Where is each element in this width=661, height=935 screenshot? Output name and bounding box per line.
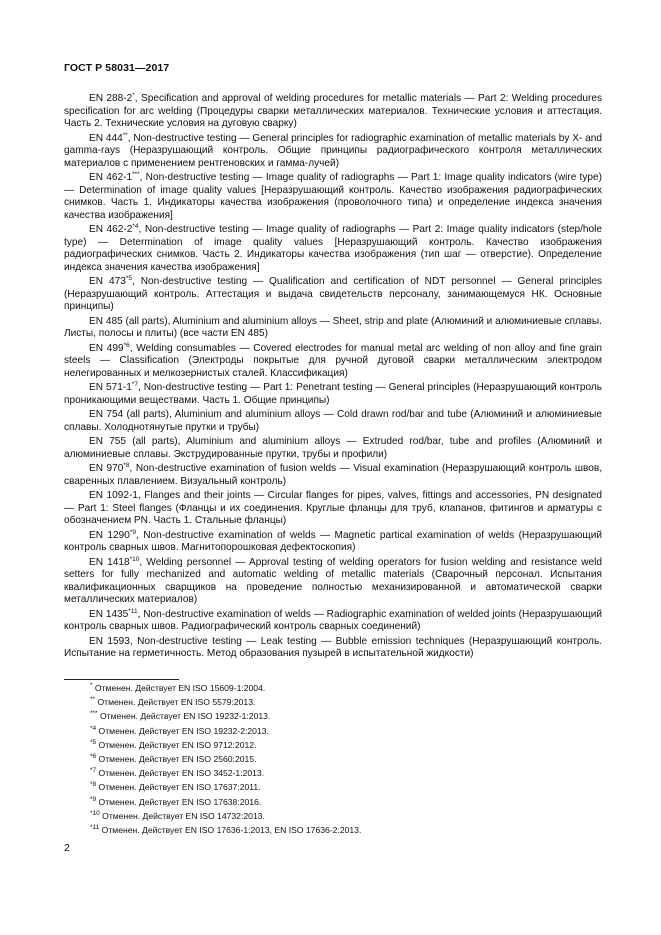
reference-code: EN 462-1 [89,172,133,183]
footnote-mark: *11 [90,824,100,832]
reference-text: , Non-destructive examination of welds — Magnetic partical examination of welds (Неразрушающий контроль сварных швов. Магнитопорошковая дефектоскопия) [64,529,602,553]
reference-code: EN 1092-1 [89,490,138,501]
reference-item [64,463,602,488]
document-header: ГОСТ Р 58031—2017 [64,62,170,74]
references-list [64,93,602,663]
reference-item [64,343,602,381]
reference-code: EN 485 (all parts) [89,315,168,327]
reference-item [64,557,602,607]
footnote-mark: *8 [90,781,97,789]
footnote-mark[interactable]: *6 [123,341,130,349]
reference-code: EN 754 (all parts) [89,409,170,420]
footnote-mark[interactable]: *10 [129,555,140,563]
footnote-mark[interactable]: *8 [123,462,130,469]
footnote-mark[interactable]: *5 [125,275,132,282]
footnote-text: Отменен. Действует EN ISO 15609-1:2004. [92,683,266,693]
reference-item [64,93,602,131]
footnote-item [90,752,361,766]
footnote-text: Отменен. Действует EN ISO 3452-1:2013. [96,768,265,779]
reference-item [64,436,602,461]
reference-item [64,530,602,555]
footnote-item [90,695,361,709]
footnote-mark[interactable]: *4 [132,223,139,230]
reference-code: EN 1418 [89,556,130,568]
reference-text: , Specification and approval of welding procedures for metallic materials — Part 2: Welding procedures specification for arc welding (Процедуры сварки металлических материалов. Технические условия и аттестация. Часть 2. Технические условия на дуговую сварку) [64,93,602,129]
reference-text: , Non-destructive testing — Image quality of radiographs — Part 1: Image quality indicators (wire type) — Determination of image quality values [Неразрушающий контроль. Качество изображения радиографических снимков. Часть 1. Индикаторы качества изображения (проволочного типа) и определение индекса значения качества изображения] [64,172,602,221]
reference-text: , Non-destructive examination of welds — Radiographic examination of welded joints (Неразрушающий контроль сварных швов. Радиографический контроль сварных соединений) [64,608,603,632]
reference-code: EN 444 [89,132,123,144]
footnote-text: Отменен. Действует EN ISO 9712:2012. [96,739,257,750]
page-number: 2 [64,842,70,854]
reference-code: EN 1593 [89,635,130,647]
footnote-item [90,809,361,823]
footnote-item [90,795,361,809]
footnote-mark[interactable]: *11 [128,607,138,615]
reference-text: , Non-destructive testing — Image quality of radiographs — Part 2: Image quality indicators (step/hole type) — Determination of image quality values [Неразрушающий контроль. Качество изображения радиографических снимков. Часть 2. Индикаторы качества изображения (тип шаг — отверстие). Определение индекса значения качества изображения] [64,224,602,273]
reference-code: EN 1435 [89,608,129,620]
reference-item [64,172,602,222]
reference-text: , Aluminium and aluminium alloys — Sheet, strip and plate (Алюминий и алюминиевые сплавы. Листы, полосы и плиты) (все части EN 485) [64,315,602,339]
footnote-item [90,738,361,752]
footnote-mark: *4 [90,724,97,732]
reference-item [64,490,602,528]
footnote-mark[interactable]: *7 [131,381,138,388]
reference-text: , Non-destructive examination of fusion welds — Visual examination (Неразрушающий контроль швов, сваренных плавлением. Визуальный контроль) [64,463,602,487]
reference-item [64,133,602,171]
footnote-item [90,823,361,837]
reference-text: , Welding personnel — Approval testing of welding operators for fusion welding and resistance weld setters for fully mechanized and automatic welding of metallic materials (Сварочный персонал. Испытания квалификационных сварщиков на проведение полностью механизированной и автоматической сварки металлических материалов) [64,556,602,605]
footnote-mark[interactable]: * [132,92,135,99]
reference-text: , Non-destructive testing — General principles for radiographic examination of metallic materials by X- and gamma-rays (Неразрушающий контроль. Общие принципы радиографического контроля металлических материалов с применением рентгеновских и гамма-лучей) [64,132,603,169]
reference-code: EN 970 [89,463,124,474]
reference-text: , Flanges and their joints — Circular flanges for pipes, valves, fittings and accessories, PN designated — Part 1: Steel flanges (Фланцы и их соединения. Круглые фланцы для труб, клапанов, фитингов и арматуры с обозначением PN. Часть 1. Стальные фланцы) [64,490,602,526]
footnote-text: Отменен. Действует EN ISO 19232-1:2013. [97,711,271,722]
reference-item [64,224,602,274]
reference-code: EN 288-2 [89,93,133,104]
footnote-item [90,780,361,794]
reference-item [64,316,602,341]
reference-text: , Aluminium and aluminium alloys — Cold drawn rod/bar and tube (Алюминий и алюминиевые сплавы. Холоднотянутые прутки и трубы) [64,409,602,433]
footnote-item [90,766,361,780]
footnote-mark: *6 [90,753,97,761]
footnote-item [90,681,361,695]
footnote-mark: * [90,682,93,689]
reference-text: , Non-destructive testing — Leak testing — Bubble emission techniques (Неразрушающий контроль. Испытание на герметичность. Метод образования пузырей в испытательной жидкости) [64,635,603,659]
reference-item [64,609,602,634]
reference-code: EN 571-1 [89,382,132,393]
footnote-mark[interactable]: *9 [129,528,137,536]
footnote-mark: ** [90,696,96,704]
reference-code: EN 462-2 [89,224,133,235]
reference-item [64,409,602,434]
footnotes-list [90,681,361,837]
footnote-text: Отменен. Действует EN ISO 2560:2015. [96,754,257,765]
reference-item [64,382,602,407]
footnote-divider [64,679,179,680]
footnote-mark: *5 [90,738,97,746]
reference-code: EN 473 [89,276,126,287]
reference-item [64,276,602,314]
footnote-item [90,709,361,723]
reference-item [64,636,602,661]
footnote-text: Отменен. Действует EN ISO 5579:2013. [95,697,256,708]
footnote-text: Отменен. Действует EN ISO 17637:2011. [96,782,261,793]
reference-text: , Welding consumables — Covered electrodes for manual metal arc welding of non alloy and fine grain steels — Classification (Электроды покрытые для ручной дуговой сварки металлическим электродом нелегированных и мелкозернистых сталей. Классификация) [64,342,602,379]
footnote-mark: *** [90,710,98,718]
footnote-text: Отменен. Действует EN ISO 17638:2016. [96,796,262,807]
footnote-text: Отменен. Действует EN ISO 14732:2013. [99,810,265,821]
footnote-mark[interactable]: ** [122,131,128,139]
footnote-text: Отменен. Действует EN ISO 17636-1:2013, EN ISO 17636-2:2013. [99,825,362,836]
footnote-mark: *9 [90,795,97,803]
reference-text: , Non-destructive testing — Part 1: Penetrant testing — General principles (Неразрушающий контроль проникающими веществами. Часть 1. Общие принципы) [64,382,602,406]
footnote-mark: *10 [90,809,100,817]
footnote-mark[interactable]: *** [132,171,140,178]
footnote-mark: *7 [90,767,97,775]
reference-text: , Non-destructive testing — Qualification and certification of NDT personnel — General principles (Неразрушающий контроль. Аттестация и выдача свидетельств персоналу, занимающемуся НК. Основные принципы) [64,276,602,312]
reference-text: , Aluminium and aluminium alloys — Extruded rod/bar, tube and profiles (Алюминий и алюминиевые сплавы. Экструдированные прутки, трубы и профили) [64,436,602,460]
footnote-item [90,724,361,738]
reference-code: EN 1290 [89,529,130,541]
footnote-text: Отменен. Действует EN ISO 19232-2:2013. [96,725,269,736]
reference-code: EN 755 (all parts) [89,436,178,447]
reference-code: EN 499 [89,342,124,354]
